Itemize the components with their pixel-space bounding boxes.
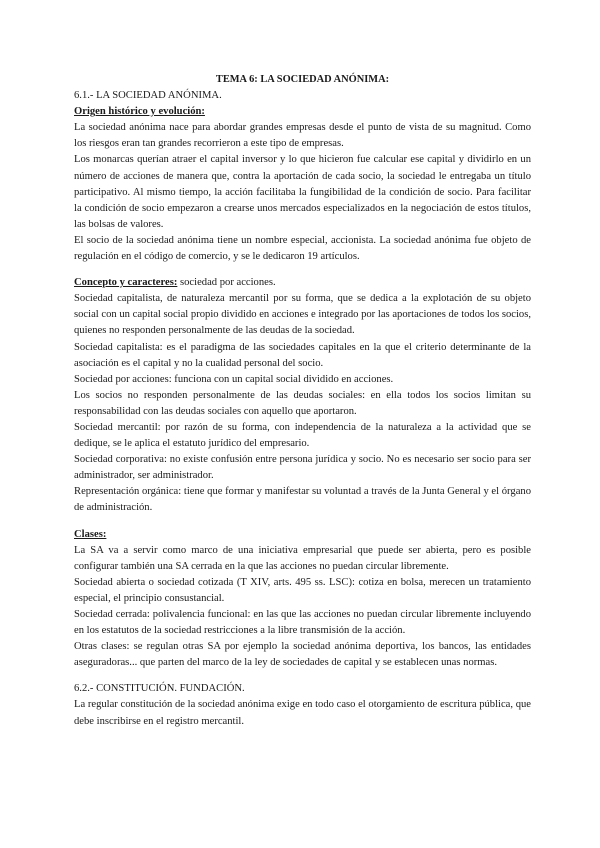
concepto-heading-rest: sociedad por acciones. [177,277,276,289]
concepto-paragraph: Representación orgánica: tiene que formar y manifestar su voluntad a través de la Junta General y el órgano de administración. [74,486,531,514]
concepto-paragraph: Sociedad corporativa: no existe confusión entre persona jurídica y socio. No es necesario ser socio para ser administrador, ser administrador. [74,454,531,482]
concepto-paragraph: Sociedad capitalista, de naturaleza mercantil por su forma, que se dedica a la explotación de su objeto social con un capital social propio dividido en acciones e integrado por las aportaciones de todos los socios, quienes no responden personalmente de las deudas de la sociedad. [74,293,531,337]
spacer [74,517,531,527]
constitucion-paragraph: La regular constitución de la sociedad anónima exige en todo caso el otorgamiento de escritura pública, que debe inscribirse en el registro mercantil. [74,699,531,727]
document-title: TEMA 6: LA SOCIEDAD ANÓNIMA: [215,74,390,85]
document-page [74,72,531,730]
clases-heading: Clases: [74,528,107,540]
origen-paragraph: La sociedad anónima nace para abordar grandes empresas desde el punto de vista de su magnitud. Como los riesgos eran tan grandes recorrieron a este tipo de empresas. [74,122,531,150]
section-6-2-label: 6.2.- CONSTITUCIÓN. FUNDACIÓN. [74,683,245,695]
section-6-1-label: 6.1.- LA SOCIEDAD ANÓNIMA. [74,90,222,102]
concepto-paragraph: Sociedad por acciones: funciona con un capital social dividido en acciones. [74,373,394,385]
concepto-paragraph: Los socios no responden personalmente de las deudas sociales: en ella todos los socios limitan su responsabilidad con las deudas sociales con aquello que aportaron. [74,389,531,417]
spacer [74,265,531,275]
concepto-heading-line [74,275,531,291]
spacer [74,671,531,681]
clases-paragraph: Otras clases: se regulan otras SA por ejemplo la sociedad anónima deportiva, los bancos, las entidades aseguradoras... que parten del marco de la ley de sociedades de capital y se establecen unas normas. [74,641,531,669]
concepto-paragraph: Sociedad capitalista: es el paradigma de las sociedades capitales en la que el criterio determinante de la asociación es el capital y no la cualidad personal del socio. [74,341,531,369]
origen-paragraph: El socio de la sociedad anónima tiene un nombre especial, accionista. La sociedad anónima fue objeto de regulación en el código de comercio, y se le dedicaron 19 artículos. [74,234,531,263]
origen-heading: Origen histórico y evolución: [74,106,205,118]
concepto-heading: Concepto y caracteres: [74,277,178,289]
clases-paragraph: Sociedad abierta o sociedad cotizada (T XIV, arts. 495 ss. LSC): cotiza en bolsa, merecen un tratamiento especial, el principio consustancial. [74,576,531,604]
clases-paragraph: Sociedad cerrada: polivalencia funcional: en las que las acciones no puedan circular libremente incluyendo en los estatutos de la sociedad restricciones a la libre transmisión de la acción. [74,609,531,637]
concepto-paragraph: Sociedad mercantil: por razón de su forma, con independencia de la naturaleza a la actividad que se dedique, se le aplica el estatuto jurídico del empresario. [74,421,531,450]
origen-paragraph: Los monarcas querían atraer el capital inversor y lo que hicieron fue calcular ese capital y dividirlo en un número de acciones de manera que, contra la aportación de cada socio, la sociedad le entregaba un título participativo. Al mismo tiempo, la acción facilitaba la fungibilidad de la condición de socio. Para facilitar la condición de socio empezaron a crearse unos mercados especializados en la negociación de estos títulos, las bolsas de valores. [74,154,531,230]
clases-paragraph: La SA va a servir como marco de una iniciativa empresarial que puede ser abierta, pero es posible configurar también una SA cerrada en la que las acciones no puedan circular libremente. [74,544,531,572]
